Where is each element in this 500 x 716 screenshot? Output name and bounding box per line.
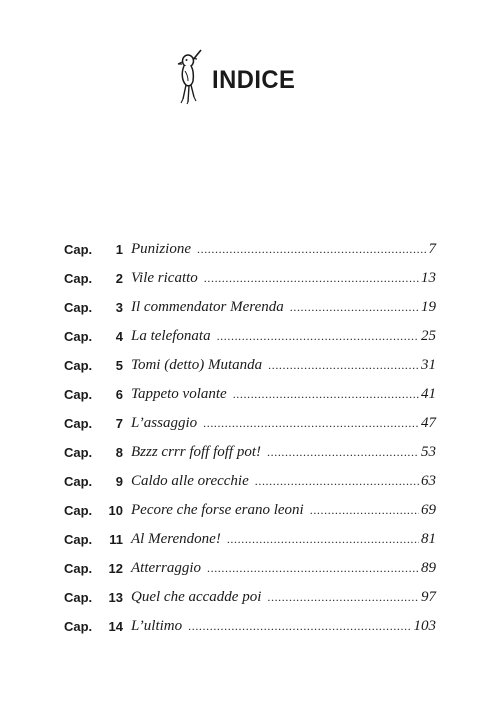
chapter-title: Pecore che forse erano leoni	[131, 502, 304, 518]
dot-leader	[267, 590, 419, 605]
toc-entry	[64, 409, 436, 438]
chapter-entry	[131, 589, 436, 606]
toc-entry	[64, 351, 436, 380]
toc-entry	[64, 612, 436, 641]
toc-entry	[64, 235, 436, 264]
toc-entry	[64, 264, 436, 293]
chapter-number: 11	[109, 532, 123, 547]
dot-leader	[227, 532, 419, 547]
toc-entry	[64, 293, 436, 322]
chapter-label: Cap.	[64, 503, 93, 518]
chapter-title: Al Merendone!	[131, 531, 221, 547]
dot-leader	[188, 619, 411, 634]
page-number: 63	[421, 473, 436, 489]
toc-entry	[64, 322, 436, 351]
page-number: 89	[421, 560, 436, 576]
toc-entry	[64, 583, 436, 612]
chapter-label: Cap.	[64, 329, 93, 344]
dot-leader	[268, 358, 419, 373]
dot-leader	[197, 242, 427, 257]
chapter-title: Caldo alle orecchie	[131, 473, 249, 489]
chapter-number: 10	[108, 503, 123, 518]
dot-leader	[255, 474, 419, 489]
chapter-label: Cap.	[64, 474, 93, 489]
chapter-entry	[131, 531, 436, 548]
chapter-entry	[131, 415, 436, 432]
chapter-number: 13	[108, 590, 123, 605]
chapter-entry	[131, 270, 436, 287]
chapter-title: Tomi (detto) Mutanda	[131, 357, 263, 373]
chapter-title: Bzzz crrr foff foff pot!	[131, 444, 262, 460]
chapter-label: Cap.	[64, 271, 93, 286]
dot-leader	[233, 387, 419, 402]
page-number: 19	[421, 299, 436, 315]
page-number: 103	[413, 618, 436, 634]
dot-leader	[203, 416, 419, 431]
chapter-number: 1	[115, 242, 123, 257]
chapter-number: 5	[115, 358, 123, 373]
chapter-title: Quel che accadde poi	[131, 589, 262, 605]
page-number: 41	[421, 386, 436, 402]
page-number: 31	[421, 357, 436, 373]
chapter-title: Il commendator Merenda	[131, 299, 284, 315]
chapter-entry	[131, 618, 436, 635]
chapter-title: L’ultimo	[131, 618, 183, 634]
chapter-title: Punizione	[131, 241, 191, 257]
dot-leader	[310, 503, 419, 518]
chapter-label: Cap.	[64, 619, 93, 634]
index-header	[176, 46, 300, 106]
chapter-entry	[131, 473, 436, 490]
chapter-label: Cap.	[64, 532, 93, 547]
chapter-entry	[131, 357, 436, 374]
chapter-entry	[131, 386, 436, 403]
page-number: 81	[421, 531, 436, 547]
chapter-title: La telefonata	[131, 328, 211, 344]
chapter-label: Cap.	[64, 590, 93, 605]
chapter-number: 9	[115, 474, 123, 489]
chapter-title: L’assaggio	[131, 415, 198, 431]
chapter-number: 14	[108, 619, 123, 634]
dot-leader	[290, 300, 419, 315]
dot-leader	[217, 329, 419, 344]
dot-leader	[267, 445, 419, 460]
page-number: 97	[421, 589, 436, 605]
toc-entry	[64, 438, 436, 467]
chapter-entry	[131, 560, 436, 577]
chapter-title: Vile ricatto	[131, 270, 198, 286]
chapter-label: Cap.	[64, 358, 93, 373]
chapter-title: Tappeto volante	[131, 386, 227, 402]
chapter-entry	[131, 328, 436, 345]
chapter-label: Cap.	[64, 242, 93, 257]
page-title: INDICE	[212, 65, 296, 94]
chapter-label: Cap.	[64, 387, 93, 402]
dot-leader	[207, 561, 419, 576]
chapter-number: 4	[115, 329, 123, 344]
chapter-label: Cap.	[64, 561, 93, 576]
toc-entry	[64, 496, 436, 525]
page-number: 47	[421, 415, 436, 431]
page-number: 69	[421, 502, 436, 518]
toc-entry	[64, 467, 436, 496]
toc-entry	[64, 554, 436, 583]
toc-entry	[64, 525, 436, 554]
chapter-label: Cap.	[64, 300, 93, 315]
toc-entry	[64, 380, 436, 409]
chapter-number: 2	[115, 271, 123, 286]
hanging-bird-icon	[176, 47, 206, 105]
page-number: 53	[421, 444, 436, 460]
chapter-entry	[131, 444, 436, 461]
chapter-number: 3	[115, 300, 123, 315]
chapter-number: 7	[115, 416, 123, 431]
chapter-entry	[131, 299, 436, 316]
chapter-number: 6	[115, 387, 123, 402]
chapter-number: 8	[115, 445, 123, 460]
chapter-entry	[131, 241, 436, 258]
chapter-label: Cap.	[64, 445, 93, 460]
table-of-contents	[64, 235, 436, 641]
page-number: 13	[421, 270, 436, 286]
chapter-title: Atterraggio	[131, 560, 201, 576]
dot-leader	[204, 271, 419, 286]
chapter-label: Cap.	[64, 416, 93, 431]
chapter-entry	[131, 502, 436, 519]
chapter-number: 12	[108, 561, 123, 576]
page-number: 25	[421, 328, 436, 344]
page-number: 7	[428, 241, 436, 257]
